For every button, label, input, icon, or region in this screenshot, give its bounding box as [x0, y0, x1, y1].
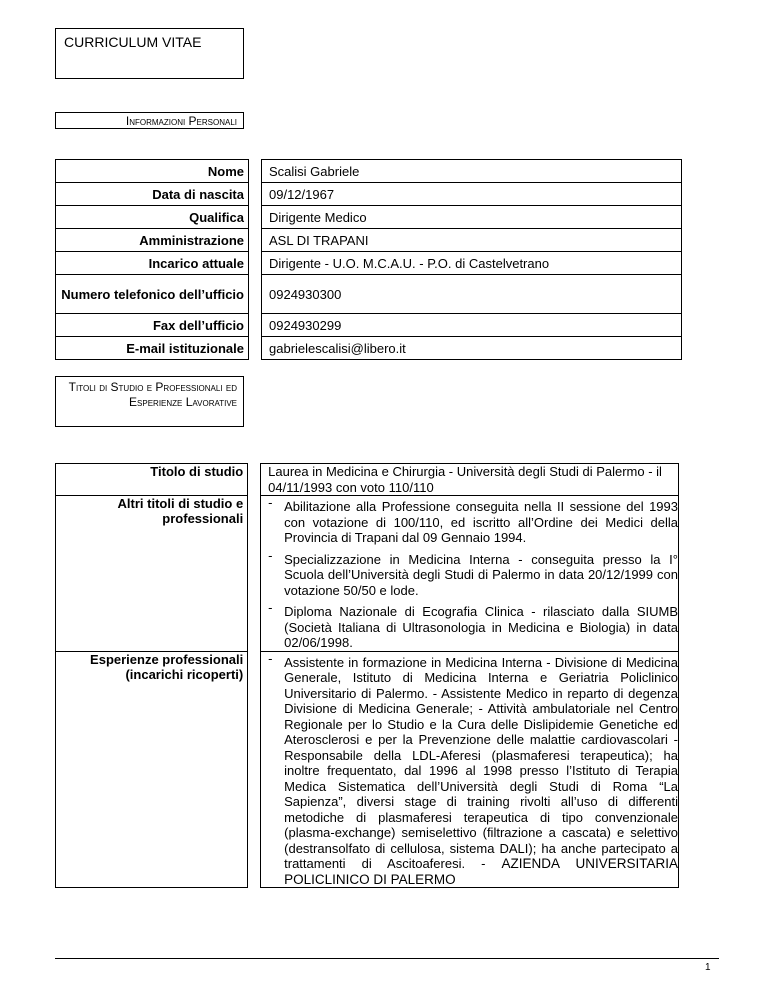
label-telefono: Numero telefonico dell’ufficio [56, 275, 249, 314]
label-incarico: Incarico attuale [56, 252, 249, 275]
list-item: - Abilitazione alla Professione conseguita nella II sessione del 1993 con votazione di 100/110, ed iscritto all’Ordine dei Medici della Provincia di Trapani dal 09 Gennaio 1994. [268, 495, 678, 545]
studies-table [55, 463, 679, 888]
table-row [56, 337, 682, 360]
value-fax: 0924930299 [262, 314, 682, 337]
table-row [56, 314, 682, 337]
value-telefono: 0924930300 [262, 275, 682, 314]
cv-title: CURRICULUM VITAE [64, 34, 202, 50]
section-studies-title: Titoli di Studio e Professionali ed Esperienze Lavorative [68, 380, 237, 409]
personal-info-table [55, 159, 682, 360]
footer-rule [55, 958, 719, 959]
page-number: 1 [705, 962, 711, 973]
value-incarico: Dirigente - U.O. M.C.A.U. - P.O. di Castelvetrano [262, 252, 682, 275]
label-nome: Nome [56, 160, 249, 183]
table-row [56, 252, 682, 275]
list-item: - Diploma Nazionale di Ecografia Clinica - rilasciato dalla SIUMB (Società Italiana di Ultrasonologia in Medicina e Biologia) in data 02/06/1998. [268, 600, 678, 650]
label-fax: Fax dell’ufficio [56, 314, 249, 337]
value-qualifica: Dirigente Medico [262, 206, 682, 229]
table-row [56, 183, 682, 206]
table-row [56, 229, 682, 252]
label-qualifica: Qualifica [56, 206, 249, 229]
section-studies-box [55, 376, 244, 427]
table-row [56, 651, 679, 888]
table-row [56, 275, 682, 314]
table-row [56, 496, 679, 652]
table-row [56, 160, 682, 183]
label-titolo-studio: Titolo di studio [56, 464, 248, 496]
value-email: gabrielescalisi@libero.it [262, 337, 682, 360]
value-esperienze [261, 651, 679, 888]
value-nome: Scalisi Gabriele [262, 160, 682, 183]
table-row [56, 206, 682, 229]
section-personal-title: Informazioni Personali [125, 114, 237, 128]
label-data-nascita: Data di nascita [56, 183, 249, 206]
label-email: E-mail istituzionale [56, 337, 249, 360]
value-altri-titoli [261, 496, 679, 652]
label-esperienze: Esperienze professionali (incarichi ricoperti) [56, 651, 248, 888]
value-titolo-studio: Laurea in Medicina e Chirurgia - Università degli Studi di Palermo - il 04/11/1993 con voto 110/110 [261, 464, 679, 496]
table-row [56, 464, 679, 496]
label-altri-titoli: Altri titoli di studio e professionali [56, 496, 248, 652]
list-item: - Specializzazione in Medicina Interna - conseguita presso la I° Scuola dell’Università degli Studi di Palermo in data 20/12/1999 con votazione 50/50 e lode. [268, 547, 678, 598]
value-data-nascita: 09/12/1967 [262, 183, 682, 206]
section-personal-box [55, 112, 244, 129]
list-item: - Assistente in formazione in Medicina Interna - Divisione di Medicina Generale, Istituto di Medicina Interna e Geriatria Policlinico Universitario di Palermo. - Assistente Medico in reparto di degenza Divisione di Medicina Generale; - Attività ambulatoriale nel Centro Regionale per lo Studio e la Cura delle Dislipidemie Genetiche ed Aterosclerosi e per la Prevenzione delle malattie cardiovascolari - Responsabile della LDL-Aferesi (plasmaferesi terapeutica); ha inoltre frequentato, dal 1996 al 1998 presso l’Istituto di Terapia Medica Sistematica dell’Università degli Studi di Roma “La Sapienza”, diversi stage di training rivolti all’uso di differenti metodiche di plasmaferesi terapeutica di tipo convenzionale (plasma-exchange) semiselettivo (filtrazione a cascata) e selettivo (destransolfato di cellulosa, sistema DALI); ha anche partecipato a trattamenti di Ascitoaferesi. - AZIENDA UNIVERSITARIA POLICLINICO DI PALERMO [268, 650, 678, 887]
value-amministrazione: ASL DI TRAPANI [262, 229, 682, 252]
cv-title-box [55, 28, 244, 79]
label-amministrazione: Amministrazione [56, 229, 249, 252]
